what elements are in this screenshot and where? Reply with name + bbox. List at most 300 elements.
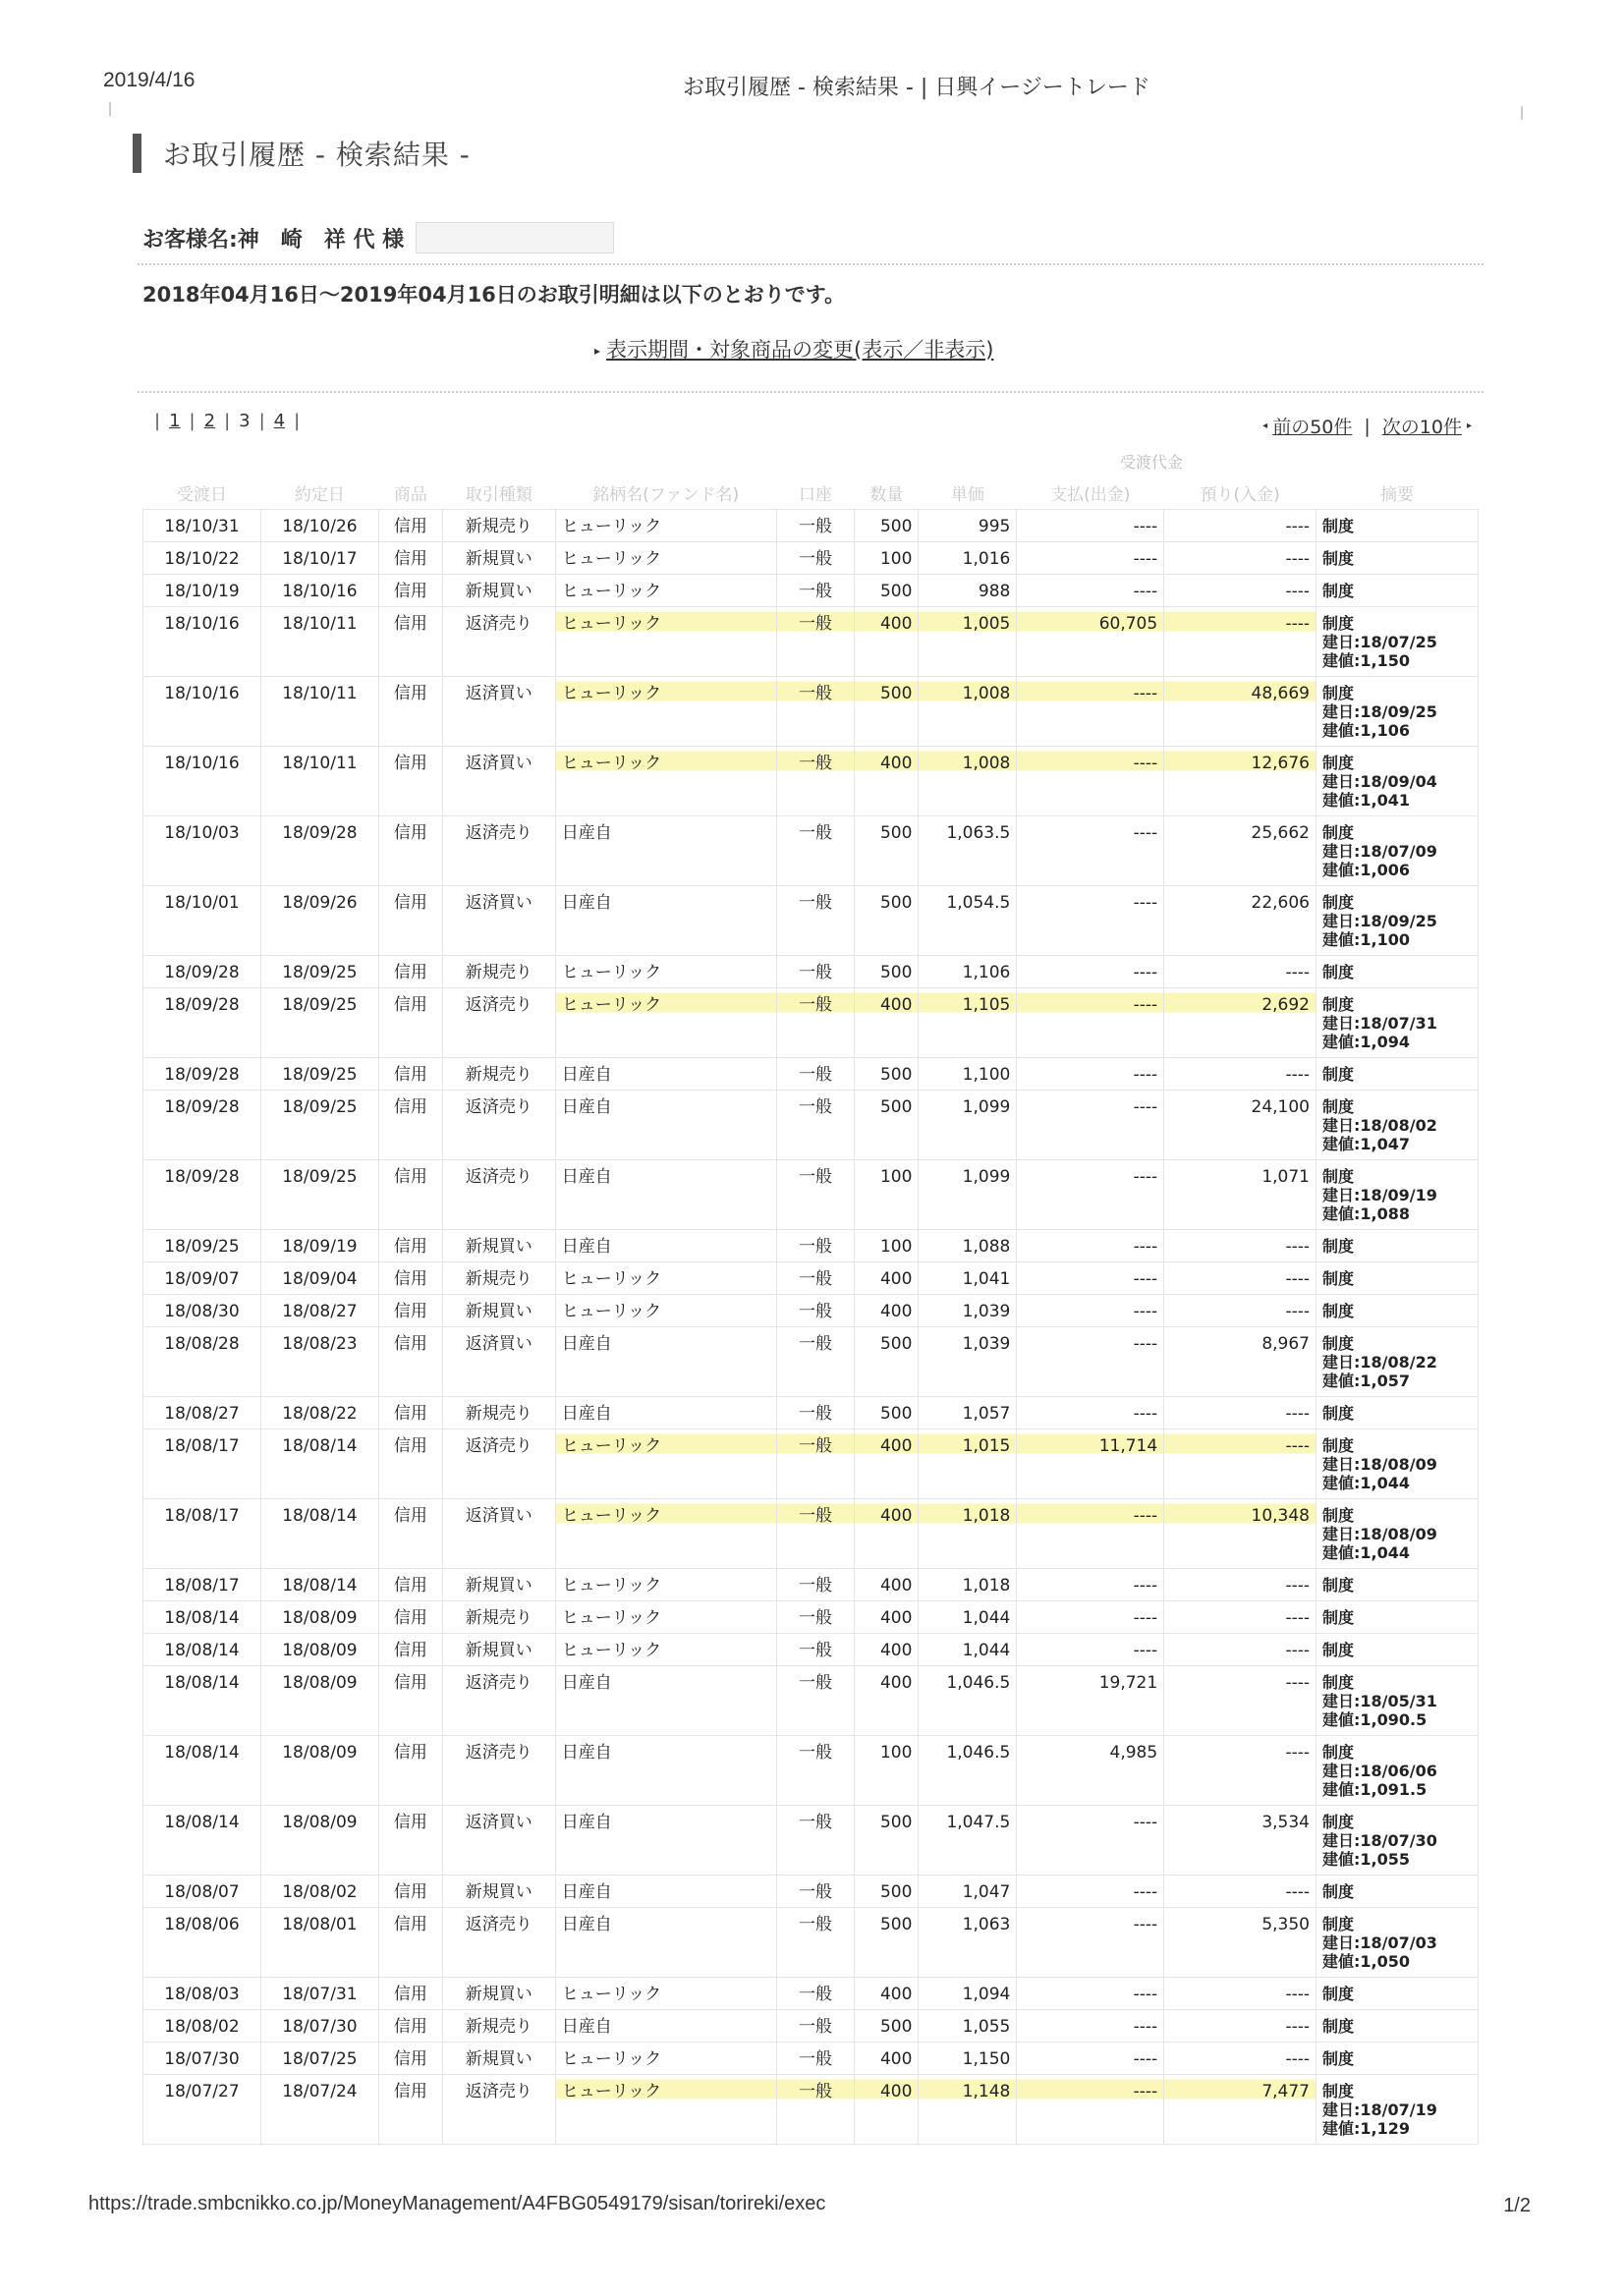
unit-price-cell: 1,015 (919, 1429, 1017, 1499)
settlement-date-cell: 18/09/28 (143, 956, 261, 988)
footer-page-number: 1/2 (1503, 2195, 1531, 2216)
trade-type-cell: 新規買い (442, 1295, 555, 1327)
settlement-date-cell: 18/10/31 (143, 510, 261, 542)
trade-type-cell: 新規売り (442, 510, 555, 542)
product-cell: 信用 (378, 816, 442, 886)
trade-date-cell: 18/09/25 (260, 1058, 378, 1091)
quantity-cell: 500 (855, 1908, 919, 1978)
deposit-cell: ---- (1164, 1634, 1316, 1666)
page-link-2[interactable]: 2 (203, 411, 216, 431)
remarks-open-date: 建日:18/07/25 (1322, 633, 1437, 651)
table-row (143, 988, 1479, 1058)
trade-type-cell: 新規買い (442, 1230, 555, 1262)
quantity-cell: 500 (855, 575, 919, 607)
remarks-cell (1316, 1569, 1479, 1601)
product-cell: 信用 (378, 1230, 442, 1262)
trade-type-cell: 新規買い (442, 2043, 555, 2075)
unit-price-cell: 1,148 (919, 2075, 1017, 2145)
customer-name (142, 222, 614, 253)
payment-cell: ---- (1017, 1876, 1164, 1908)
remarks-type: 制度 (1322, 1167, 1355, 1186)
account-cell: 一般 (776, 886, 855, 956)
table-row (143, 2075, 1479, 2145)
product-cell: 信用 (378, 956, 442, 988)
remarks-type: 制度 (1322, 1436, 1355, 1455)
account-cell: 一般 (776, 988, 855, 1058)
table-row (143, 575, 1479, 607)
settlement-date-cell: 18/09/07 (143, 1262, 261, 1295)
payment-cell: 4,985 (1017, 1736, 1164, 1806)
quantity-cell: 400 (855, 1978, 919, 2010)
payment-cell: ---- (1017, 816, 1164, 886)
deposit-cell: 7,477 (1164, 2075, 1316, 2145)
deposit-cell: ---- (1164, 1978, 1316, 2010)
product-cell: 信用 (378, 1295, 442, 1327)
print-header-title: お取引履歴 - 検索結果 - | 日興イージートレード (683, 76, 1150, 100)
account-cell: 一般 (776, 1499, 855, 1569)
remarks-cell (1316, 1327, 1479, 1397)
settlement-date-cell: 18/08/27 (143, 1397, 261, 1429)
trade-date-cell: 18/08/23 (260, 1327, 378, 1397)
issue-name-cell: 日産自 (555, 816, 776, 886)
deposit-cell: ---- (1164, 1262, 1316, 1295)
settlement-date-cell: 18/10/22 (143, 542, 261, 575)
table-row (143, 2010, 1479, 2043)
product-cell: 信用 (378, 1160, 442, 1230)
unit-price-cell: 1,088 (919, 1230, 1017, 1262)
account-cell: 一般 (776, 1058, 855, 1091)
trade-type-cell: 返済売り (442, 1666, 555, 1736)
remarks-open-date: 建日:18/09/25 (1322, 912, 1437, 930)
col-header-product: 商品 (393, 485, 427, 505)
prev-next-nav: ◂ 前の50件 | 次の10件 ▸ (1258, 413, 1477, 439)
trade-date-cell: 18/09/04 (260, 1262, 378, 1295)
account-cell: 一般 (776, 1806, 855, 1876)
settlement-date-cell: 18/07/30 (143, 2043, 261, 2075)
remarks-open-date: 建日:18/07/19 (1322, 2100, 1437, 2119)
issue-name-cell: ヒューリック (555, 1499, 776, 1569)
trade-date-cell: 18/08/14 (260, 1569, 378, 1601)
prev-page-link[interactable]: 前の50件 (1272, 417, 1353, 438)
account-cell: 一般 (776, 677, 855, 747)
remarks-open-price: 建値:1,041 (1322, 791, 1411, 810)
product-cell: 信用 (378, 1806, 442, 1876)
account-cell: 一般 (776, 956, 855, 988)
settlement-date-cell: 18/10/16 (143, 677, 261, 747)
unit-price-cell: 1,057 (919, 1397, 1017, 1429)
remarks-open-price: 建値:1,088 (1322, 1204, 1411, 1223)
payment-cell: ---- (1017, 1806, 1164, 1876)
trade-date-cell: 18/08/27 (260, 1295, 378, 1327)
trade-date-cell: 18/09/26 (260, 886, 378, 956)
table-row (143, 956, 1479, 988)
customer-name-label: お客様名:神 崎 祥 代 様 (142, 227, 405, 252)
table-header-row (143, 460, 1479, 510)
unit-price-cell: 1,016 (919, 542, 1017, 575)
remarks-cell (1316, 607, 1479, 677)
remarks-type: 制度 (1322, 1813, 1355, 1831)
table-row (143, 1058, 1479, 1091)
quantity-cell: 500 (855, 1876, 919, 1908)
remarks-type: 制度 (1322, 1915, 1355, 1933)
table-row (143, 1499, 1479, 1569)
trade-type-cell: 新規買い (442, 542, 555, 575)
remarks-type: 制度 (1322, 823, 1355, 842)
table-row (143, 1601, 1479, 1634)
deposit-cell: ---- (1164, 1876, 1316, 1908)
issue-name-cell: ヒューリック (555, 575, 776, 607)
quantity-cell: 100 (855, 1736, 919, 1806)
deposit-cell: ---- (1164, 510, 1316, 542)
trade-date-cell: 18/08/14 (260, 1429, 378, 1499)
trade-date-cell: 18/10/11 (260, 607, 378, 677)
payment-cell: ---- (1017, 1908, 1164, 1978)
unit-price-cell: 1,105 (919, 988, 1017, 1058)
trade-type-cell: 返済売り (442, 1091, 555, 1160)
deposit-cell: 8,967 (1164, 1327, 1316, 1397)
account-cell: 一般 (776, 2010, 855, 2043)
deposit-cell: 2,692 (1164, 988, 1316, 1058)
unit-price-cell: 1,044 (919, 1634, 1017, 1666)
payment-cell: ---- (1017, 886, 1164, 956)
scan-mark (1521, 106, 1523, 120)
table-row (143, 1091, 1479, 1160)
remarks-type: 制度 (1322, 1334, 1355, 1353)
deposit-cell: ---- (1164, 2043, 1316, 2075)
remarks-type: 制度 (1322, 684, 1355, 702)
issue-name-cell: 日産自 (555, 886, 776, 956)
unit-price-cell: 1,018 (919, 1569, 1017, 1601)
page-link-1[interactable]: 1 (169, 411, 181, 431)
col-header-unit-price: 単価 (950, 485, 984, 505)
display-toggle[interactable] (594, 334, 993, 364)
remarks-type: 制度 (1322, 2049, 1355, 2068)
table-row (143, 542, 1479, 575)
remarks-cell (1316, 1230, 1479, 1262)
trade-date-cell: 18/08/09 (260, 1666, 378, 1736)
remarks-type: 制度 (1322, 1302, 1355, 1320)
deposit-cell: ---- (1164, 1601, 1316, 1634)
product-cell: 信用 (378, 2010, 442, 2043)
settlement-date-cell: 18/08/06 (143, 1908, 261, 1978)
remarks-open-date: 建日:18/05/31 (1322, 1692, 1437, 1710)
table-row (143, 886, 1479, 956)
quantity-cell: 400 (855, 1601, 919, 1634)
remarks-cell (1316, 956, 1479, 988)
settlement-date-cell: 18/09/28 (143, 1160, 261, 1230)
remarks-cell (1316, 1666, 1479, 1736)
issue-name-cell: ヒューリック (555, 542, 776, 575)
trade-type-cell: 返済売り (442, 816, 555, 886)
quantity-cell: 500 (855, 956, 919, 988)
trade-type-cell: 新規買い (442, 575, 555, 607)
payment-cell: 60,705 (1017, 607, 1164, 677)
remarks-open-price: 建値:1,094 (1322, 1033, 1411, 1051)
settlement-date-cell: 18/08/03 (143, 1978, 261, 2010)
remarks-cell (1316, 1908, 1479, 1978)
payment-cell: ---- (1017, 575, 1164, 607)
unit-price-cell: 1,018 (919, 1499, 1017, 1569)
triangle-right-icon: ▸ (594, 344, 601, 358)
trade-date-cell: 18/08/09 (260, 1601, 378, 1634)
settlement-date-cell: 18/09/28 (143, 1091, 261, 1160)
account-cell: 一般 (776, 1262, 855, 1295)
deposit-cell: ---- (1164, 1397, 1316, 1429)
quantity-cell: 400 (855, 747, 919, 816)
payment-cell: ---- (1017, 747, 1164, 816)
product-cell: 信用 (378, 1634, 442, 1666)
remarks-cell (1316, 1295, 1479, 1327)
settlement-date-cell: 18/09/28 (143, 1058, 261, 1091)
remarks-type: 制度 (1322, 1576, 1355, 1595)
settlement-date-cell: 18/10/19 (143, 575, 261, 607)
payment-cell: ---- (1017, 988, 1164, 1058)
quantity-cell: 400 (855, 1295, 919, 1327)
deposit-cell: ---- (1164, 542, 1316, 575)
quantity-cell: 500 (855, 816, 919, 886)
quantity-cell: 500 (855, 1327, 919, 1397)
trade-date-cell: 18/08/22 (260, 1397, 378, 1429)
remarks-cell (1316, 1160, 1479, 1230)
account-cell: 一般 (776, 1601, 855, 1634)
trade-type-cell: 返済買い (442, 1499, 555, 1569)
col-header-remarks: 摘要 (1380, 485, 1414, 505)
settlement-date-cell: 18/10/01 (143, 886, 261, 956)
deposit-cell: 3,534 (1164, 1806, 1316, 1876)
remarks-type: 制度 (1322, 1743, 1355, 1762)
redacted-box (416, 222, 614, 253)
remarks-cell (1316, 1262, 1479, 1295)
quantity-cell: 500 (855, 510, 919, 542)
settlement-date-cell: 18/10/03 (143, 816, 261, 886)
settlement-date-cell: 18/10/16 (143, 747, 261, 816)
col-header-payment: 支払(出金) (1050, 485, 1131, 505)
quantity-cell: 400 (855, 1634, 919, 1666)
deposit-cell: ---- (1164, 1230, 1316, 1262)
table-row (143, 1978, 1479, 2010)
quantity-cell: 500 (855, 2010, 919, 2043)
quantity-cell: 400 (855, 1262, 919, 1295)
payment-cell: ---- (1017, 1978, 1164, 2010)
product-cell: 信用 (378, 1429, 442, 1499)
settlement-date-cell: 18/08/17 (143, 1499, 261, 1569)
payment-cell: 11,714 (1017, 1429, 1164, 1499)
account-cell: 一般 (776, 575, 855, 607)
col-header-trade-type: 取引種類 (465, 485, 532, 505)
quantity-cell: 500 (855, 886, 919, 956)
issue-name-cell: 日産自 (555, 1806, 776, 1876)
quantity-cell: 400 (855, 1666, 919, 1736)
trade-date-cell: 18/09/25 (260, 988, 378, 1058)
trade-date-cell: 18/09/19 (260, 1230, 378, 1262)
trade-type-cell: 新規買い (442, 1569, 555, 1601)
triangle-right-icon: ▸ (1466, 420, 1472, 431)
unit-price-cell: 1,106 (919, 956, 1017, 988)
remarks-open-price: 建値:1,150 (1322, 651, 1411, 670)
trade-type-cell: 新規売り (442, 956, 555, 988)
unit-price-cell: 1,047 (919, 1876, 1017, 1908)
quantity-cell: 400 (855, 1569, 919, 1601)
trade-type-cell: 返済買い (442, 677, 555, 747)
product-cell: 信用 (378, 677, 442, 747)
account-cell: 一般 (776, 1327, 855, 1397)
unit-price-cell: 1,055 (919, 2010, 1017, 2043)
remarks-type: 制度 (1322, 893, 1355, 912)
trade-type-cell: 返済買い (442, 886, 555, 956)
deposit-cell: 12,676 (1164, 747, 1316, 816)
quantity-cell: 400 (855, 2043, 919, 2075)
unit-price-cell: 1,044 (919, 1601, 1017, 1634)
remarks-open-price: 建値:1,090.5 (1322, 1710, 1428, 1729)
settlement-date-cell: 18/08/17 (143, 1429, 261, 1499)
table-row (143, 1634, 1479, 1666)
trade-type-cell: 新規売り (442, 2010, 555, 2043)
remarks-cell (1316, 677, 1479, 747)
transaction-table-container (142, 460, 1479, 2145)
remarks-type: 制度 (1322, 1237, 1355, 1256)
remarks-cell (1316, 2010, 1479, 2043)
account-cell: 一般 (776, 1429, 855, 1499)
account-cell: 一般 (776, 1908, 855, 1978)
quantity-cell: 500 (855, 1397, 919, 1429)
table-row (143, 2043, 1479, 2075)
account-cell: 一般 (776, 510, 855, 542)
remarks-cell (1316, 2043, 1479, 2075)
product-cell: 信用 (378, 1058, 442, 1091)
issue-name-cell: ヒューリック (555, 956, 776, 988)
product-cell: 信用 (378, 886, 442, 956)
receipt-amount-group-header: 受渡代金 (1120, 453, 1184, 472)
trade-type-cell: 返済売り (442, 1736, 555, 1806)
remarks-type: 制度 (1322, 995, 1355, 1014)
remarks-type: 制度 (1322, 2017, 1355, 2036)
product-cell: 信用 (378, 1978, 442, 2010)
deposit-cell: 24,100 (1164, 1091, 1316, 1160)
title-bar-marker (133, 134, 141, 173)
trade-type-cell: 返済売り (442, 988, 555, 1058)
product-cell: 信用 (378, 1569, 442, 1601)
deposit-cell: 1,071 (1164, 1160, 1316, 1230)
issue-name-cell: ヒューリック (555, 988, 776, 1058)
product-cell: 信用 (378, 1908, 442, 1978)
trade-date-cell: 18/10/17 (260, 542, 378, 575)
deposit-cell: ---- (1164, 1666, 1316, 1736)
print-date: 2019/4/16 (103, 69, 196, 91)
quantity-cell: 400 (855, 2075, 919, 2145)
trade-date-cell: 18/08/01 (260, 1908, 378, 1978)
unit-price-cell: 1,099 (919, 1091, 1017, 1160)
remarks-cell (1316, 816, 1479, 886)
issue-name-cell: 日産自 (555, 1160, 776, 1230)
trade-type-cell: 新規買い (442, 1634, 555, 1666)
table-row (143, 1908, 1479, 1978)
product-cell: 信用 (378, 1876, 442, 1908)
table-row (143, 510, 1479, 542)
remarks-type: 制度 (1322, 1097, 1355, 1116)
quantity-cell: 400 (855, 1499, 919, 1569)
product-cell: 信用 (378, 2043, 442, 2075)
account-cell: 一般 (776, 1876, 855, 1908)
payment-cell: ---- (1017, 2010, 1164, 2043)
remarks-cell (1316, 747, 1479, 816)
unit-price-cell: 1,063.5 (919, 816, 1017, 886)
remarks-type: 制度 (1322, 2082, 1355, 2100)
remarks-type: 制度 (1322, 1882, 1355, 1901)
payment-cell: ---- (1017, 2075, 1164, 2145)
remarks-type: 制度 (1322, 1269, 1355, 1288)
payment-cell: ---- (1017, 1499, 1164, 1569)
quantity-cell: 500 (855, 677, 919, 747)
table-row (143, 1160, 1479, 1230)
remarks-type: 制度 (1322, 1506, 1355, 1525)
quantity-cell: 400 (855, 607, 919, 677)
quantity-cell: 100 (855, 542, 919, 575)
deposit-cell: ---- (1164, 1569, 1316, 1601)
payment-cell: ---- (1017, 1262, 1164, 1295)
payment-cell: ---- (1017, 956, 1164, 988)
remarks-cell (1316, 1978, 1479, 2010)
account-cell: 一般 (776, 1666, 855, 1736)
remarks-open-date: 建日:18/07/31 (1322, 1014, 1437, 1033)
unit-price-cell: 1,047.5 (919, 1806, 1017, 1876)
remarks-cell (1316, 575, 1479, 607)
trade-type-cell: 返済買い (442, 1327, 555, 1397)
remarks-open-price: 建値:1,057 (1322, 1372, 1411, 1390)
col-header-deposit: 預り(入金) (1200, 485, 1280, 505)
trade-type-cell: 返済売り (442, 1908, 555, 1978)
trade-date-cell: 18/08/09 (260, 1736, 378, 1806)
remarks-type: 制度 (1322, 614, 1355, 633)
account-cell: 一般 (776, 1160, 855, 1230)
trade-type-cell: 返済買い (442, 1806, 555, 1876)
deposit-cell: 10,348 (1164, 1499, 1316, 1569)
quantity-cell: 100 (855, 1160, 919, 1230)
trade-type-cell: 新規買い (442, 1978, 555, 2010)
display-toggle-link[interactable]: 表示期間・対象商品の変更(表示／非表示) (606, 338, 994, 362)
next-page-link[interactable]: 次の10件 (1381, 417, 1462, 438)
remarks-cell (1316, 1058, 1479, 1091)
trade-date-cell: 18/07/24 (260, 2075, 378, 2145)
issue-name-cell: 日産自 (555, 1908, 776, 1978)
unit-price-cell: 1,099 (919, 1160, 1017, 1230)
settlement-date-cell: 18/08/14 (143, 1666, 261, 1736)
scan-mark (109, 102, 111, 116)
remarks-type: 制度 (1322, 1985, 1355, 2003)
unit-price-cell: 988 (919, 575, 1017, 607)
deposit-cell: 5,350 (1164, 1908, 1316, 1978)
page-current-3: 3 (239, 411, 251, 431)
product-cell: 信用 (378, 1736, 442, 1806)
unit-price-cell: 1,054.5 (919, 886, 1017, 956)
settlement-date-cell: 18/08/14 (143, 1806, 261, 1876)
remarks-open-date: 建日:18/07/09 (1322, 842, 1437, 861)
col-header-quantity: 数量 (869, 485, 904, 505)
remarks-open-price: 建値:1,044 (1322, 1474, 1411, 1492)
table-row (143, 1262, 1479, 1295)
page-link-4[interactable]: 4 (273, 411, 286, 431)
payment-cell: ---- (1017, 2043, 1164, 2075)
product-cell: 信用 (378, 510, 442, 542)
table-row (143, 1876, 1479, 1908)
deposit-cell: ---- (1164, 575, 1316, 607)
issue-name-cell: 日産自 (555, 1736, 776, 1806)
deposit-cell: ---- (1164, 607, 1316, 677)
product-cell: 信用 (378, 542, 442, 575)
remarks-cell (1316, 1429, 1479, 1499)
remarks-type: 制度 (1322, 582, 1355, 600)
remarks-cell (1316, 1876, 1479, 1908)
issue-name-cell: 日産自 (555, 1327, 776, 1397)
